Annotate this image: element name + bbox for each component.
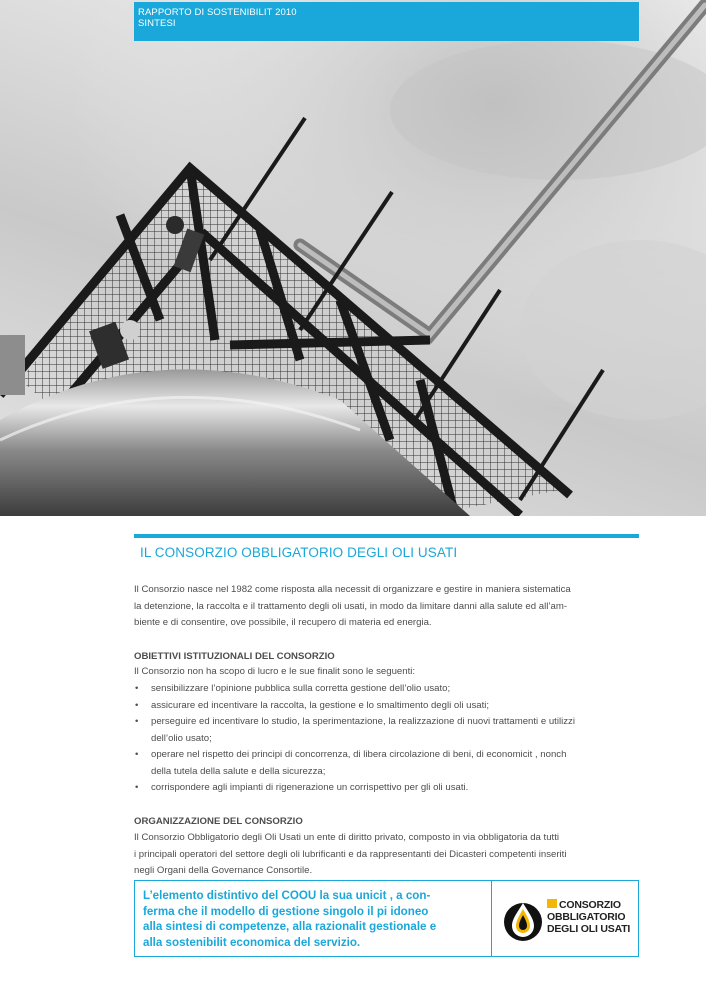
list-item-line: • assicurare ed incentivare la raccolta, la gestione e lo smaltimento degli oli usati; <box>151 699 490 711</box>
logo-wordmark <box>547 899 630 935</box>
section-rule <box>134 534 639 538</box>
list-item-line: • perseguire ed incentivare lo studio, la sperimentazione, la realizzazione di nuovi trattamenti e utilizzi <box>151 716 575 727</box>
list-item <box>134 681 639 698</box>
report-header-band <box>134 2 639 41</box>
report-title: RAPPORTO DI SOSTENIBILIT 2010 <box>138 7 297 18</box>
list-item-line: • operare nel rispetto dei principi di concorrenza, di libera circolazione di beni, di economicit , nonch <box>151 749 567 760</box>
coou-drop-logo-icon <box>503 895 547 945</box>
organization-paragraph <box>134 830 639 880</box>
organization-line: Il Consorzio Obbligatorio degli Oli Usati un ente di diritto privato, composto in via obbligatoria da tutti <box>134 832 560 843</box>
quote-line: alla sintesi di competenze, alla razionalit gestionale e <box>143 920 437 933</box>
list-item-line: • sensibilizzare l’opinione pubblica sulla corretta gestione dell’olio usato; <box>151 683 451 694</box>
report-subtitle: SINTESI <box>138 18 176 29</box>
callout-divider <box>491 881 492 956</box>
intro-paragraph <box>134 582 639 632</box>
intro-line: biente e di consentire, ove possibile, il recupero di materia ed energia. <box>134 617 432 628</box>
intro-line: la detenzione, la raccolta e il trattamento degli oli usati, in modo da limitare danni alla salute ed all’am- <box>134 600 568 612</box>
list-item-line: della tutela della salute e della sicurezza; <box>151 765 326 777</box>
callout-box <box>134 880 639 957</box>
list-item <box>134 747 639 780</box>
list-item <box>134 698 639 715</box>
quote-line: ferma che il modello di gestione singolo il pi idoneo <box>143 904 429 918</box>
coou-logo <box>503 895 633 945</box>
list-item-line: dell’olio usato; <box>151 732 212 744</box>
list-item <box>134 780 639 797</box>
list-item <box>134 714 639 747</box>
objectives-heading: OBIETTIVI ISTITUZIONALI DEL CONSORZIO <box>134 651 335 662</box>
quote-line: L’elemento distintivo del COOU la sua unicit , a con- <box>143 889 431 902</box>
logo-line: CONSORZIO <box>559 899 621 911</box>
objectives-intro: Il Consorzio non ha scopo di lucro e le sue finalit sono le seguenti: <box>134 666 416 677</box>
quote-line: alla sostenibilit economica del servizio. <box>143 935 361 949</box>
organization-heading: ORGANIZZAZIONE DEL CONSORZIO <box>134 816 303 827</box>
callout-quote <box>143 888 487 950</box>
list-item-line: • corrispondere agli impianti di rigenerazione un corrispettivo per gli oli usati. <box>151 782 469 793</box>
organization-line: negli Organi della Governance Consortile. <box>134 865 313 876</box>
logo-line: OBBLIGATORIO <box>547 911 626 923</box>
organization-line: i principali operatori del settore degli oli lubrificanti e da rappresentanti dei Dicasteri competenti inseriti <box>134 848 567 860</box>
intro-line: Il Consorzio nasce nel 1982 come risposta alla necessit di organizzare e gestire in maniera sistematica <box>134 584 571 595</box>
logo-line: DEGLI OLI USATI <box>547 923 631 935</box>
objectives-list <box>134 681 639 797</box>
section-title: IL CONSORZIO OBBLIGATORIO DEGLI OLI USATI <box>140 545 458 560</box>
